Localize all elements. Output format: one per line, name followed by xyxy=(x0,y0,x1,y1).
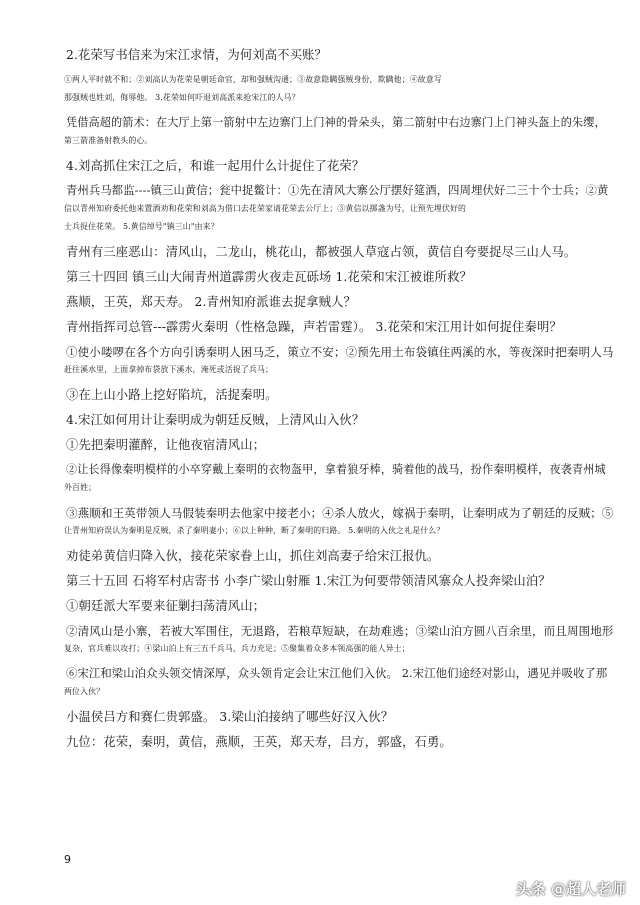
text-line: 外百姓； xyxy=(64,483,97,492)
text-line: 士兵捉住花荣。 5.黄信绰号"镇三山"由来？ xyxy=(64,222,219,231)
text-line: ②让长得像秦明模样的小卒穿戴上秦明的衣物盔甲，拿着狼牙棒，骑着他的战马，扮作秦明模样，夜袭青州城 xyxy=(66,463,606,476)
text-line: 复杂，官兵难以攻打；④梁山泊上有三五千兵马，兵力充足；⑤聚集着众多本领高强的能人异士； xyxy=(64,644,410,653)
text-line: ①两人平时就不和；②刘高认为花荣是朝廷命官，却和强贼沟通；③故意隐瞒强贼身份，欺瞒他；④故意写 xyxy=(64,75,442,84)
text-line: 4.宋江如何用计让秦明成为朝廷反贼，上清风山入伙？ xyxy=(66,413,365,427)
watermark-logo: 头条 @超人老师 xyxy=(515,880,626,898)
text-line: 让青州知府误认为秦明是反贼，杀了秦明妻小；⑥以上种种，断了秦明的归路。 5.秦明的入伙之礼是什么？ xyxy=(64,526,445,535)
chapter-heading: 第三十四回 镇三山大闹青州道霹雳火夜走瓦砾场 1.花荣和宋江被谁所救？ xyxy=(66,270,473,284)
document-body xyxy=(66,46,614,751)
text-line: 赶往溪水里，上面拿掉布袋放下溪水，淹死或活捉了兵马； xyxy=(64,365,274,374)
text-line: ③燕顺和王英带领人马假装秦明去他家中接老小；④杀人放火，嫁祸于秦明，让秦明成为了朝廷的反贼；⑤ xyxy=(66,506,614,520)
text-line: 两位入伙？ xyxy=(64,687,105,696)
text-line: 青州有三座恶山：清风山，二龙山，桃花山，都被强人草寇占领，黄信自夸要捉尽三山人马。 xyxy=(66,245,577,259)
text-line: 信以青州知府委托他来置酒劝和花荣和刘高为借口去花荣家请花荣去公厅上；③黄信以掷盏为号，让预先埋伏好的 xyxy=(64,204,467,213)
chapter-heading: 第三十五回 石将军村店寄书 小李广梁山射雁 1.宋江为何要带领清风寨众人投奔梁山泊？ xyxy=(66,574,551,588)
text-line: 劝徒弟黄信归降入伙，接花荣家眷上山，抓住刘高妻子给宋江报仇。 xyxy=(66,549,440,563)
text-line: ③在上山小路上挖好陷坑，活捉秦明。 xyxy=(66,388,278,402)
text-line: 九位：花荣，秦明，黄信，燕顺，王英，郑天寿，吕方，郭盛，石勇。 xyxy=(66,735,452,749)
text-line: ①使小喽啰在各个方向引诱秦明人困马乏，策立不安；②预先用土布袋镇住两溪的水，等夜深时把秦明人马 xyxy=(66,345,614,359)
text-line: 第三箭准备射教头的心。 xyxy=(64,136,153,145)
text-line: ②清风山是小寨，若被大军围住，无退路，若粮草短缺，在劫难逃；③梁山泊方圆八百余里，而且周围地形 xyxy=(66,624,614,638)
text-line: 凭借高超的箭术：在大厅上第一箭射中左边寨门上门神的骨朵头，第二箭射中右边寨门上门神头盔上的朱缨， xyxy=(66,116,606,129)
text-line: 小温侯吕方和赛仁贵郭盛。 3.梁山泊接纳了哪些好汉入伙？ xyxy=(66,710,394,724)
text-line: 2.花荣写书信来为宋江求情，为何刘高不买账？ xyxy=(66,48,327,62)
text-line: 燕顺，王英，郑天寿。 2.青州知府派谁去捉拿贼人？ xyxy=(66,295,356,309)
text-line: 那强贼也姓刘，侮辱他。 3.花荣如何吓退刘高派来抢宋江的人马？ xyxy=(64,93,300,102)
text-line: ①先把秦明灌醉，让他夜宿清风山； xyxy=(66,438,266,452)
page-number: 9 xyxy=(64,853,71,866)
text-line: ①朝廷派大军要来征剿扫荡清风山； xyxy=(66,599,266,613)
text-line: 青州指挥司总管---霹雳火秦明（性格急躁，声若雷霆）。 3.花荣和宋江用计如何捉住秦明？ xyxy=(66,320,562,334)
text-line: 4.刘高抓住宋江之后，和谁一起用什么计捉住了花荣？ xyxy=(66,159,365,173)
text-line: 青州兵马都监----镇三山黄信；瓮中捉鳖计：①先在清风大寨公厅摆好筵酒，四周埋伏好二三十个士兵；②黄 xyxy=(66,184,609,197)
text-line: ⑥宋江和梁山泊众头领交情深厚，众头领肯定会让宋江他们入伙。 2.宋江他们途经对影山，遇见并吸收了那 xyxy=(66,667,608,680)
